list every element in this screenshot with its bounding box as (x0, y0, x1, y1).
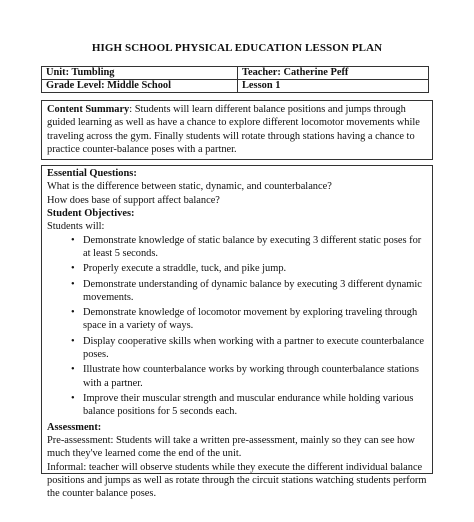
objectives-list (47, 234, 427, 419)
grade-level-cell: Grade Level: Middle School (42, 80, 238, 93)
objective-item (47, 262, 427, 275)
objective-text: Demonstrate knowledge of static balance by executing 3 different static poses for at least 5 seconds. (83, 234, 422, 259)
info-row (42, 67, 429, 80)
objective-text: Display cooperative skills when working with a partner to execute counterbalance poses. (83, 335, 425, 361)
objective-text: Improve their muscular strength and muscular endurance while holding various balance positions for 5 seconds each. (83, 393, 414, 418)
assessment-heading: Assessment: (47, 421, 102, 433)
bullet-icon: • (71, 364, 75, 376)
objective-item (47, 306, 427, 333)
unit-cell: Unit: Tumbling (42, 67, 238, 80)
info-row (42, 80, 429, 93)
objective-text: Demonstrate understanding of dynamic balance by executing 3 different dynamic movements. (83, 278, 422, 303)
bullet-icon: • (71, 393, 75, 404)
pre-assessment-text: Pre-assessment: Students will take a written pre-assessment, mainly so they can see how much they've learned come the end of the unit. (47, 434, 415, 460)
info-table (41, 66, 429, 93)
content-summary-box (41, 100, 433, 160)
objective-text: Illustrate how counterbalance works by working through counterbalance stations with a partner. (83, 364, 419, 389)
objective-item (47, 363, 427, 390)
essential-questions-heading: Essential Questions: (47, 168, 137, 179)
objective-item (47, 278, 427, 305)
objective-text: Demonstrate knowledge of locomotor movement by exploring traveling through space in a variety of ways. (83, 307, 418, 332)
essential-question: What is the difference between static, dynamic, and counterbalance? (47, 181, 332, 193)
informal-assessment-text: Informal: teacher will observe students while they execute the different individual balance positions and jumps as well as rotate through the circuit stations watching students perform the counter balance poses. (47, 461, 427, 500)
lesson-cell: Lesson 1 (238, 80, 429, 93)
essential-question: How does base of support affect balance? (47, 194, 220, 206)
document-title: HIGH SCHOOL PHYSICAL EDUCATION LESSON PLAN (91, 42, 383, 54)
objective-text: Properly execute a straddle, tuck, and pike jump. (83, 263, 287, 275)
content-summary-label: Content Summary (47, 104, 130, 115)
bullet-icon: • (71, 263, 75, 275)
student-objectives-heading: Student Objectives: (47, 207, 135, 219)
bullet-icon: • (71, 307, 75, 319)
objectives-intro: Students will: (47, 221, 105, 233)
teacher-cell: Teacher: Catherine Peff (238, 67, 429, 80)
objective-item (47, 335, 427, 362)
bullet-icon: • (71, 278, 75, 290)
objective-item (47, 234, 427, 261)
lesson-details-box (41, 165, 433, 500)
objective-item (47, 392, 427, 419)
content-summary-text: : Students will learn different balance positions and jumps through guided learning as well as have a chance to explore different locomotor movements while traveling across the gym. Finally students will rotate through stations having a chance to practice counter-balance poses with a partner. (47, 104, 420, 155)
bullet-icon: • (71, 335, 75, 347)
bullet-icon: • (71, 234, 75, 246)
